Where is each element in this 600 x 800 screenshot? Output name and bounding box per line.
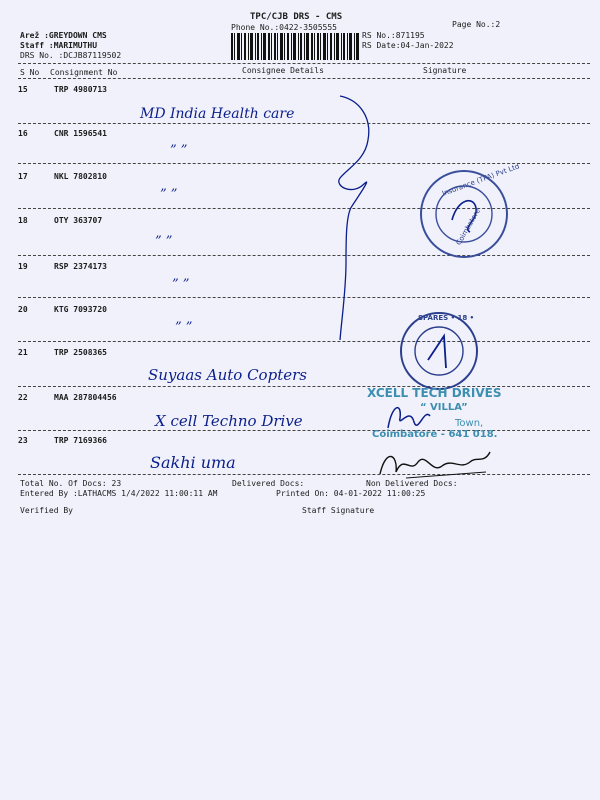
printed-on: Printed On: 04-01-2022 11:00:25 xyxy=(276,489,426,498)
insurance-company-stamp xyxy=(418,162,521,260)
row-consignment: MAA 287804456 xyxy=(54,393,117,402)
row-consignment: OTY 363707 xyxy=(54,216,103,225)
row-sno: 19 xyxy=(18,262,28,271)
handwritten-consignee: Suyaas Auto Copters xyxy=(148,366,307,384)
document-title: TPC/CJB DRS - CMS xyxy=(250,12,343,22)
row-consignment: TRP 7169366 xyxy=(54,436,107,445)
verified-by: Verified By xyxy=(20,506,73,515)
xcell-stamp-name: XCELL TECH DRIVES xyxy=(367,386,502,400)
row-consignment: KTG 7093720 xyxy=(54,305,107,314)
handwritten-consignee: Sakhi uma xyxy=(150,453,236,472)
handwritten-consignee: ” ” xyxy=(175,320,193,335)
row-consignment: RSP 2374173 xyxy=(54,262,107,271)
barcode-image xyxy=(231,33,359,60)
handwritten-consignee: ” ” xyxy=(155,234,173,249)
row-divider xyxy=(18,341,590,342)
handwritten-consignee: MD India Health care xyxy=(140,106,295,122)
column-header-consignee: Consignee Details xyxy=(242,66,324,75)
row-divider xyxy=(18,430,590,431)
row-divider xyxy=(18,163,590,164)
entered-by: Entered By :LATHACMS 1/4/2022 11:00:11 AM xyxy=(20,489,218,498)
row-sno: 18 xyxy=(18,216,28,225)
insurance-stamp-city: Coimbatore xyxy=(454,207,483,247)
handwritten-consignee: ” ” xyxy=(160,187,178,202)
row-divider xyxy=(18,474,590,475)
handwritten-consignee: X cell Techno Drive xyxy=(155,412,303,430)
staff-signature-label: Staff Signature xyxy=(302,506,375,515)
row-consignment: TRP 4980713 xyxy=(54,85,107,94)
insurance-stamp-text: Insurance (TPA) Pvt Ltd xyxy=(441,162,521,198)
row-consignment: NKL 7802810 xyxy=(54,172,107,181)
row-divider xyxy=(18,297,590,298)
rs-number: RS No.:871195 xyxy=(362,31,425,40)
column-header-consignment: Consignment No xyxy=(50,68,118,77)
handwritten-consignee: ” ” xyxy=(170,143,188,158)
area-label: Arež :GREYDOWN CMS xyxy=(20,31,107,40)
row-consignment: CNR 1596541 xyxy=(54,129,107,138)
row-sno: 15 xyxy=(18,85,28,94)
row-sno: 21 xyxy=(18,348,28,357)
xcell-stamp-city: Coimbatore - 641 018. xyxy=(372,429,498,440)
staff-label: Staff :MARIMUTHU xyxy=(20,41,98,50)
row-sno: 20 xyxy=(18,305,28,314)
total-docs: Total No. Of Docs: 23 xyxy=(20,479,122,488)
non-delivered-docs: Non Delivered Docs: xyxy=(366,479,458,488)
column-header-signature: Signature xyxy=(423,66,467,75)
header-rule-bottom xyxy=(18,78,590,79)
row-sno: 17 xyxy=(18,172,28,181)
row-divider xyxy=(18,386,590,387)
spares-company-stamp xyxy=(398,310,480,392)
row-divider xyxy=(18,123,590,124)
xcell-stamp-line2: “ VILLA” xyxy=(420,402,468,413)
staff-handwritten-signature xyxy=(376,444,494,484)
row-sno: 23 xyxy=(18,436,28,445)
delivered-docs: Delivered Docs: xyxy=(232,479,305,488)
rs-date: RS Date:04-Jan-2022 xyxy=(362,41,454,50)
handwritten-consignee: ” ” xyxy=(172,277,190,292)
header-rule-top xyxy=(18,63,590,64)
spares-stamp-text: SPARES • 18 • xyxy=(418,314,475,322)
row-consignment: TRP 2508365 xyxy=(54,348,107,357)
xcell-stamp-line3: Town, xyxy=(455,418,484,429)
row-sno: 16 xyxy=(18,129,28,138)
drs-number: DRS No. :DCJB87119502 xyxy=(20,51,122,60)
page-number: Page No.:2 xyxy=(452,20,501,29)
phone-number: Phone No.:0422-3505555 xyxy=(231,23,337,32)
xcell-signature xyxy=(384,398,434,434)
column-header-sno: S No xyxy=(20,68,40,77)
row-sno: 22 xyxy=(18,393,28,402)
